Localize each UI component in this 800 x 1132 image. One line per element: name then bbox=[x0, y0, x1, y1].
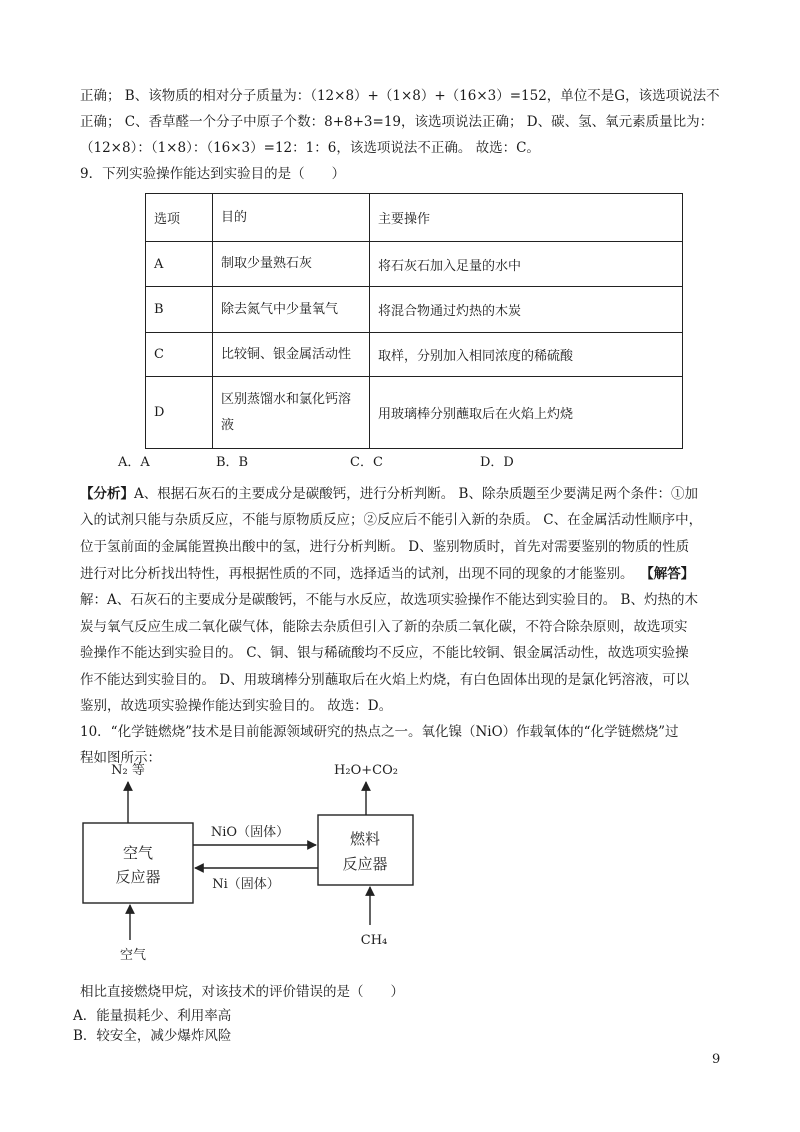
table-cell: 制取少量熟石灰 bbox=[213, 242, 370, 287]
label-n2: N₂ 等 bbox=[111, 763, 145, 778]
text-line: 正确； C、香草醛一个分子中原子个数：8+8+3=19，该选项说法正确； D、碳、氢、氧元素质量比为： bbox=[80, 114, 714, 130]
question-10-option-a: A．能量损耗少、利用率高 bbox=[73, 1008, 232, 1024]
question-10-prompt: 相比直接燃烧甲烷，对该技术的评价错误的是（ ） bbox=[80, 984, 404, 1000]
option-a: A．A bbox=[118, 455, 150, 470]
table-cell: B bbox=[146, 287, 213, 333]
label-air: 空气 bbox=[119, 948, 147, 963]
question-10-option-b: B．较安全，减少爆炸风险 bbox=[73, 1028, 232, 1044]
air-reactor-box bbox=[83, 823, 193, 903]
table-cell: 区别蒸馏水和氯化钙溶液 bbox=[213, 377, 370, 449]
answer-line: 作不能达到实验目的。 D、用玻璃棒分别蘸取后在火焰上灼烧，有白色固体出现的是氯化钙溶液，可以 bbox=[80, 672, 690, 688]
table-cell: 比较铜、银金属活动性 bbox=[213, 333, 370, 377]
air-reactor-label: 空气 bbox=[122, 844, 154, 862]
option-b: B．B bbox=[216, 455, 249, 470]
table-header: 主要操作 bbox=[370, 194, 683, 242]
text-line: 正确； B、该物质的相对分子质量为：（12×8）+（1×8）+（16×3）=152，单位不是G，该选项说法不 bbox=[80, 88, 720, 104]
question-10-stem: 程如图所示： bbox=[80, 750, 161, 766]
answer-line: 炭与氧气反应生成二氧化碳气体，能除去杂质但引入了新的杂质二氧化碳，不符合除杂原则，故选项实 bbox=[80, 619, 688, 635]
table-cell: 取样，分别加入相同浓度的稀硫酸 bbox=[370, 333, 683, 377]
label-h2o-co2: H₂O+CO₂ bbox=[334, 763, 398, 778]
fuel-reactor-label: 反应器 bbox=[342, 855, 388, 873]
chemical-looping-diagram bbox=[78, 760, 423, 975]
table-cell: C bbox=[146, 333, 213, 377]
table-row bbox=[146, 242, 683, 287]
analysis-text: A、根据石灰石的主要成分是碳酸钙，进行分析判断。 B、除杂质题至少要满足两个条件：①加 bbox=[134, 486, 698, 502]
table-row bbox=[146, 377, 683, 449]
table-cell: 将石灰石加入足量的水中 bbox=[370, 242, 683, 287]
question-10-stem: 10．“化学链燃烧”技术是目前能源领域研究的热点之一。氧化镍（NiO）作载氧体的“化学链燃烧”过 bbox=[80, 724, 679, 740]
question-9-stem: 9．下列实验操作能达到实验目的是（ ） bbox=[80, 166, 346, 182]
text-line: （12×8）：（1×8）：（16×3）=12：1：6，该选项说法不正确。 故选：C。 bbox=[80, 140, 540, 156]
table-cell: D bbox=[146, 377, 213, 449]
label-nio: NiO（固体） bbox=[210, 825, 290, 840]
question-9-table bbox=[145, 193, 683, 449]
analysis-line bbox=[80, 484, 698, 504]
table-header-row bbox=[146, 194, 683, 242]
analysis-label: 【分析】 bbox=[80, 486, 134, 502]
analysis-text: 进行对比分析找出特性，再根据性质的不同，选择适当的试剂，出现不同的现象的才能鉴别。 bbox=[80, 566, 634, 582]
table-cell: 除去氮气中少量氧气 bbox=[213, 287, 370, 333]
table-row bbox=[146, 333, 683, 377]
analysis-line bbox=[80, 564, 694, 584]
option-c: C．C bbox=[350, 455, 383, 470]
option-d: D．D bbox=[480, 455, 514, 470]
answer-label: 【解答】 bbox=[640, 566, 695, 582]
table-header: 目的 bbox=[213, 194, 370, 242]
fuel-reactor-label: 燃料 bbox=[349, 830, 381, 848]
analysis-line: 位于氢前面的金属能置换出酸中的氢，进行分析判断。 D、鉴别物质时，首先对需要鉴别的物质的性质 bbox=[80, 539, 690, 555]
air-reactor-label: 反应器 bbox=[115, 868, 161, 886]
table-header: 选项 bbox=[146, 194, 213, 242]
analysis-line: 入的试剂只能与杂质反应，不能与原物质反应；②反应后不能引入新的杂质。 C、在金属活动性顺序中， bbox=[80, 512, 703, 528]
page-number: 9 bbox=[712, 1052, 721, 1067]
fuel-reactor-box bbox=[318, 815, 413, 885]
question-9-options bbox=[118, 451, 678, 471]
table-row bbox=[146, 287, 683, 333]
table-cell: 将混合物通过灼热的木炭 bbox=[370, 287, 683, 333]
table-cell: A bbox=[146, 242, 213, 287]
answer-line: 验操作不能达到实验目的。 C、铜、银与稀硫酸均不反应，不能比较铜、银金属活动性，故选项实验操 bbox=[80, 645, 689, 661]
answer-line: 鉴别，故选项实验操作能达到实验目的。 故选：D。 bbox=[80, 698, 393, 714]
label-ni: Ni（固体） bbox=[212, 877, 280, 892]
label-ch4: CH₄ bbox=[360, 933, 388, 948]
table-cell: 用玻璃棒分别蘸取后在火焰上灼烧 bbox=[370, 377, 683, 449]
answer-line: 解：A、石灰石的主要成分是碳酸钙，不能与水反应，故选项实验操作不能达到实验目的。 B、灼热的木 bbox=[80, 592, 698, 608]
